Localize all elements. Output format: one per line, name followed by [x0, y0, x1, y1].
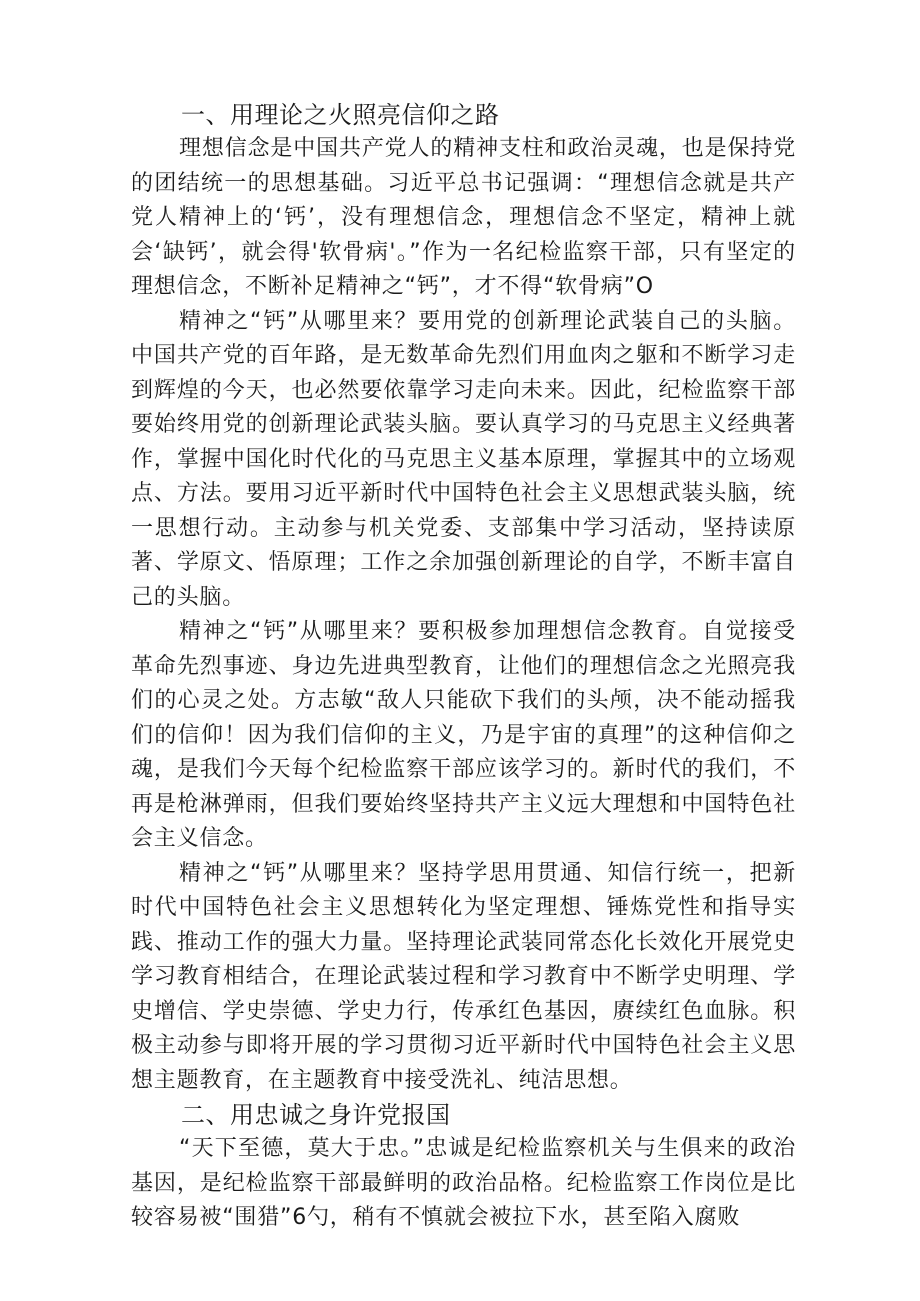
section-heading-1: 一、用理论之火照亮信仰之路	[181, 101, 500, 129]
paragraph: 精神之“钙”从哪里来？要积极参加理想信念教育。自觉接受革命先烈事迹、身边先进典型教育，让他们的理想信念之光照亮我们的心灵之处。方志敏“敌人只能砍下我们的头颅，决不能动摇我们的信仰！因为我们信仰的主义，乃是宇宙的真理”的这种信仰之魂，是我们今天每个纪检监察干部应该学习的。新时代的我们，不再是枪淋弹雨，但我们要始终坚持共产主义远大理想和中国特色社会主义信念。	[131, 619, 796, 851]
paragraph: 精神之“钙”从哪里来？要用党的创新理论武装自己的头脑。中国共产党的百年路，是无数革命先烈们用血肉之躯和不断学习走到辉煌的今天，也必然要依靠学习走向未来。因此，纪检监察干部要始终用党的创新理论武装头脑。要认真学习的马克思主义经典著作，掌握中国化时代化的马克思主义基本原理，掌握其中的立场观点、方法。要用习近平新时代中国特色社会主义思想武装头脑，统一思想行动。主动参与机关党委、支部集中学习活动，坚持读原著、学原文、悟原理；工作之余加强创新理论的自学，不断丰富自己的头脑。	[131, 308, 796, 610]
paragraph: 理想信念是中国共产党人的精神支柱和政治灵魂，也是保持党的团结统一的思想基础。习近平总书记强调：“理想信念就是共产党人精神上的‘钙’，没有理想信念，理想信念不坚定，精神上就会‘缺钙’，就会得'软骨病'。”作为一名纪检监察干部，只有坚定的理想信念，不断补足精神之“钙”，才不得“软骨病”O	[131, 136, 796, 299]
section-heading-2: 二、用忠诚之身许党报国	[181, 1101, 451, 1129]
paragraph: “天下至德，莫大于忠。”忠诚是纪检监察机关与生俱来的政治基因，是纪检监察干部最鲜明的政治品格。纪检监察工作岗位是比较容易被“围猎”6勺，稍有不慎就会被拉下水，甚至陷入腐败	[131, 1136, 796, 1230]
document-page	[131, 98, 796, 1236]
paragraph: 精神之“钙”从哪里来？坚持学思用贯通、知信行统一，把新时代中国特色社会主义思想转化为坚定理想、锤炼党性和指导实践、推动工作的强大力量。坚持理论武装同常态化长效化开展党史学习教育相结合，在理论武装过程和学习教育中不断学史明理、学史增信、学史崇德、学史力行，传承红色基因，赓续红色血脉。积极主动参与即将开展的学习贯彻习近平新时代中国特色社会主义思想主题教育，在主题教育中接受洗礼、纯洁思想。	[131, 860, 796, 1093]
